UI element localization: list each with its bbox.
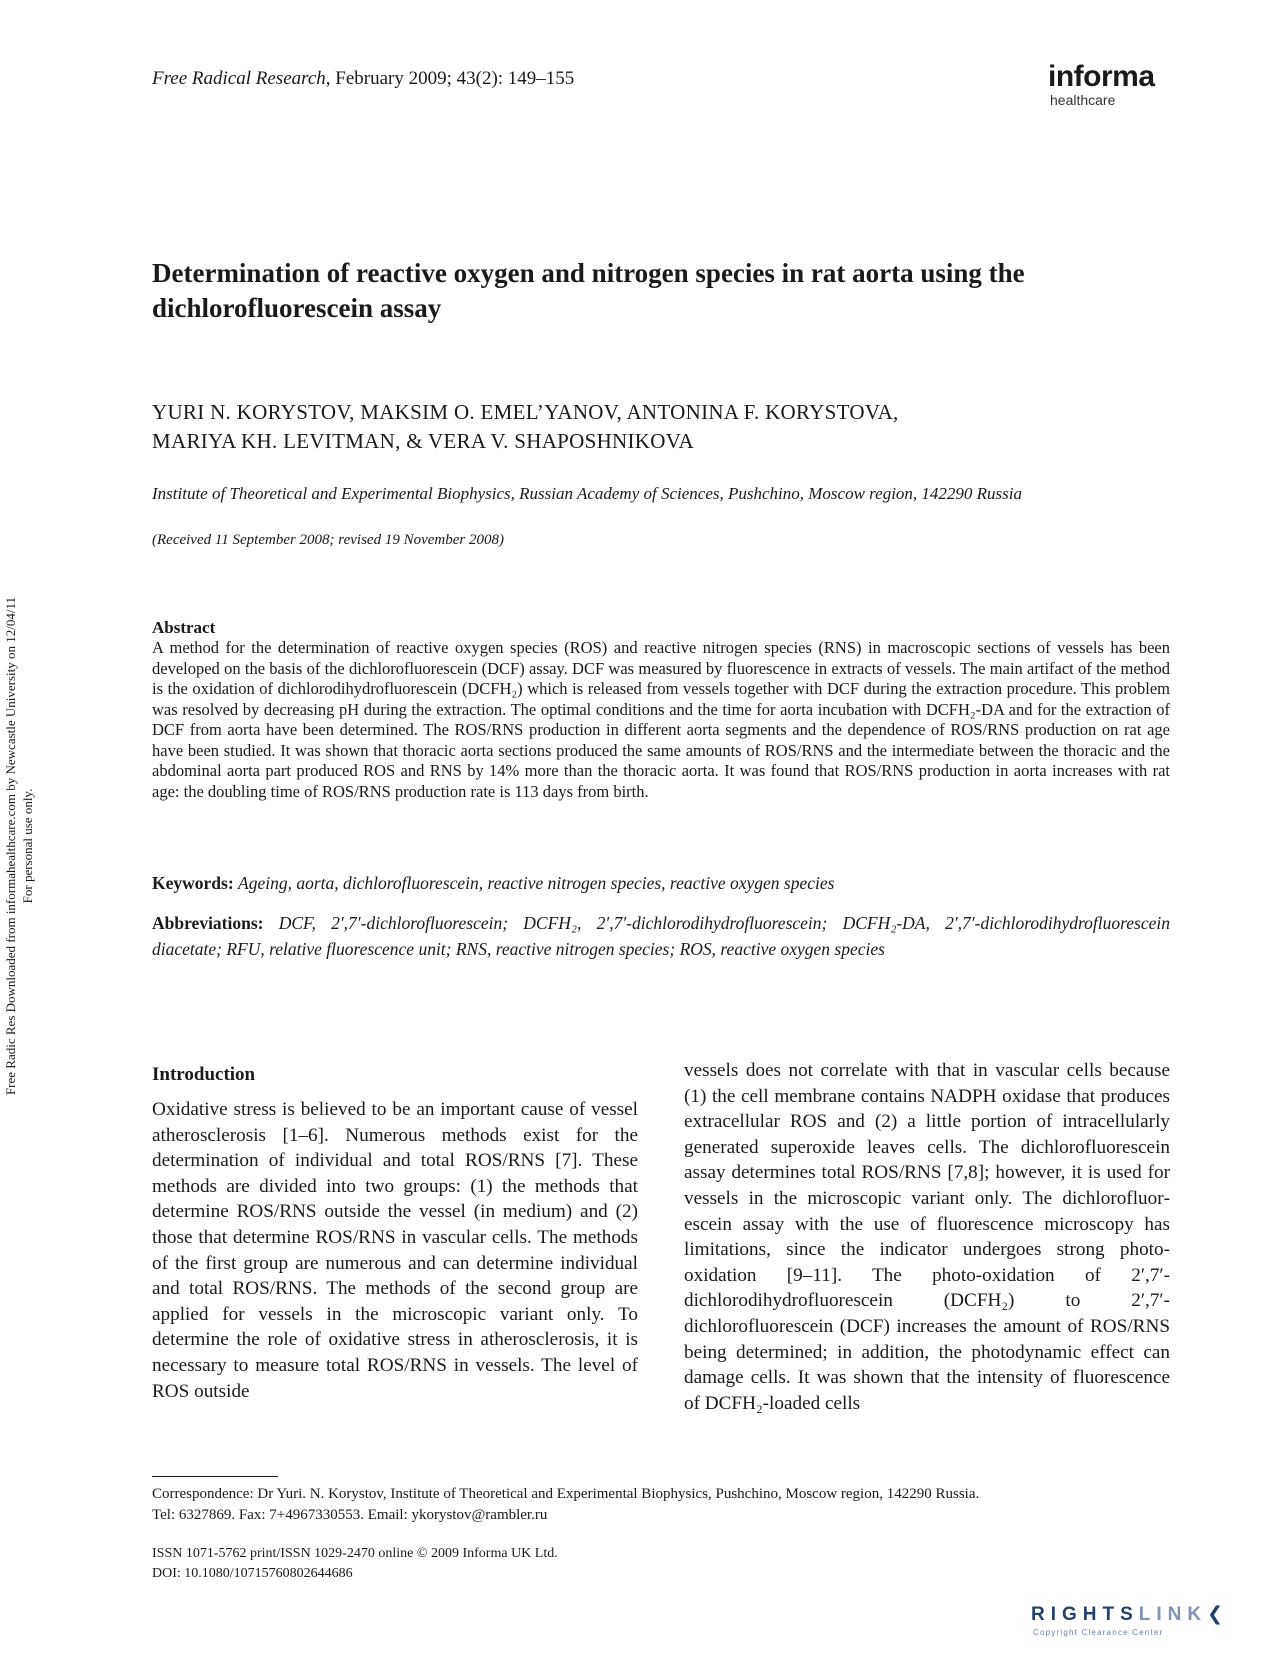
correspondence-line1: Correspondence: Dr Yuri. N. Korystov, Institute of Theoretical and Experimental Biophysics, Pushchino, Moscow region, 142290 Russia. <box>152 1486 980 1502</box>
publisher-brand: informa <box>1048 60 1155 93</box>
introduction-left-column: Oxidative stress is believed to be an important cause of vessel atherosclerosis [1–6]. Numerous methods exist for the determination of individual and total ROS/RNS [7]. These methods are divided into two groups: (1) the methods that determine ROS/RNS outside the vessel (in medium) and (2) those that determine ROS/RNS in vascular cells. The methods of the first group are numerous and can determine individual and total ROS/RNS. The methods of the second group are applied for vessels in the microscopic variant only. To determine the role of oxidative stress in atherosclerosis, it is necessary to measure total ROS/RNS in vessels. The level of ROS outside <box>152 1099 638 1402</box>
keywords <box>152 872 1170 895</box>
article-title: Determination of reactive oxygen and nitrogen species in rat aorta using the dichlorofluorescein assay <box>152 258 1025 323</box>
rightslink-word-light: LINK <box>1138 1604 1208 1625</box>
correspondence-note <box>152 1484 1182 1526</box>
abstract-section <box>152 617 1170 802</box>
download-notice-line2: For personal use only. <box>20 788 35 904</box>
download-notice <box>2 516 48 1176</box>
publisher-sub: healthcare <box>1050 92 1116 108</box>
journal-issue: , February 2009; 43(2): 149–155 <box>325 68 575 89</box>
correspondence-line2: Tel: 6327869. Fax: 7+4967330553. Email: ykorystov@rambler.ru <box>152 1507 548 1523</box>
doi-line: DOI: 10.1080/10715760802644686 <box>152 1566 353 1581</box>
received-dates: (Received 11 September 2008; revised 19 November 2008) <box>152 532 504 548</box>
introduction-heading: Introduction <box>152 1064 256 1085</box>
keywords-value: Ageing, aorta, dichlorofluorescein, reactive nitrogen species, reactive oxygen species <box>238 873 835 893</box>
rightslink-wordmark <box>1031 1604 1256 1626</box>
rightslink-chevron-icon: ❮ <box>1207 1604 1230 1625</box>
rightslink-tagline: Copyright Clearance Center <box>1033 1628 1164 1637</box>
abbreviations-value: DCF, 2′,7′-dichlorofluorescein; DCFH₂, 2′,7′-dichlorodihydrofluorescein; DCFH₂-DA, 2′,7′-dichlorodihydrofluorescein diacetate; RFU, relative fluorescence unit; RNS, reactive nitrogen species; ROS, reactive oxygen species <box>152 913 1171 959</box>
journal-citation <box>152 68 574 90</box>
author-line-1: YURI N. KORYSTOV, MAKSIM O. EMEL’YANOV, ANTONINA F. KORYSTOVA, <box>152 400 899 424</box>
journal-name: Free Radical Research <box>152 68 326 89</box>
author-line-2: MARIYA KH. LEVITMAN, & VERA V. SHAPOSHNIKOVA <box>152 429 694 453</box>
abbreviations <box>152 910 1170 962</box>
rightslink-word-dark: RIGHTS <box>1031 1604 1139 1625</box>
issn-line: ISSN 1071-5762 print/ISSN 1029-2470 online © 2009 Informa UK Ltd. <box>152 1546 558 1561</box>
keywords-label: Keywords: <box>152 873 234 893</box>
publisher-logo <box>1048 62 1178 108</box>
affiliation: Institute of Theoretical and Experimental Biophysics, Russian Academy of Sciences, Pushchino, Moscow region, 142290 Russia <box>152 484 1023 503</box>
abstract-heading: Abstract <box>152 618 216 637</box>
footnote-divider <box>152 1476 278 1477</box>
issn-doi <box>152 1544 558 1584</box>
abbreviations-label: Abbreviations: <box>152 913 264 933</box>
download-notice-line1: Free Radic Res Downloaded from informahealthcare.com by Newcastle University on 12/04/11 <box>3 596 18 1096</box>
abstract-text: A method for the determination of reactive oxygen species (ROS) and reactive nitrogen species (RNS) in macroscopic sections of vessels has been developed on the basis of the dichlorofluorescein (DCF) assay. DCF was measured by fluorescence in extracts of vessels. The main artifact of the method is the oxidation of dichlorodihydrofluorescein (DCFH₂) which is released from vessels together with DCF during the extraction procedure. This problem was resolved by decreasing pH during the extraction. The optimal conditions and the time for aorta incubation with DCFH₂-DA and for the extraction of DCF from aorta have been determined. The ROS/RNS production in different aorta segments and the dependence of ROS/RNS production on rat age have been studied. It was shown that thoracic aorta sections produced the same amounts of ROS/RNS and the intermediate between the thoracic and the abdominal aorta part produced ROS and RNS by 14% more than the thoracic aorta. It was found that ROS/RNS production in aorta increases with rat age: the doubling time of ROS/RNS production rate is 113 days from birth. <box>152 638 1170 801</box>
introduction-right-column: vessels does not correlate with that in vascular cells because (1) the cell membrane contains NADPH oxidase that produces extracellular ROS and (2) a little portion of intracellularly generated superoxide leaves cells. The dichlorofluorescein assay determines total ROS/RNS [7,8]; however, it is used for vessels in the microscopic variant only. The dichlorofluorescein assay with the use of fluorescence microscopy has limitations, since the indicator undergoes strong photo-oxidation [9–11]. The photo-oxidation of 2′,7′-dichlorodihydrofluorescein (DCFH₂) to 2′,7′-dichlorofluorescein (DCF) increases the amount of ROS/RNS being determined; in addition, the photodynamic effect can damage cells. It was shown that the intensity of fluorescence of DCFH₂-loaded cells <box>684 1060 1170 1414</box>
rightslink-logo <box>1031 1604 1256 1650</box>
author-list <box>152 398 1172 456</box>
